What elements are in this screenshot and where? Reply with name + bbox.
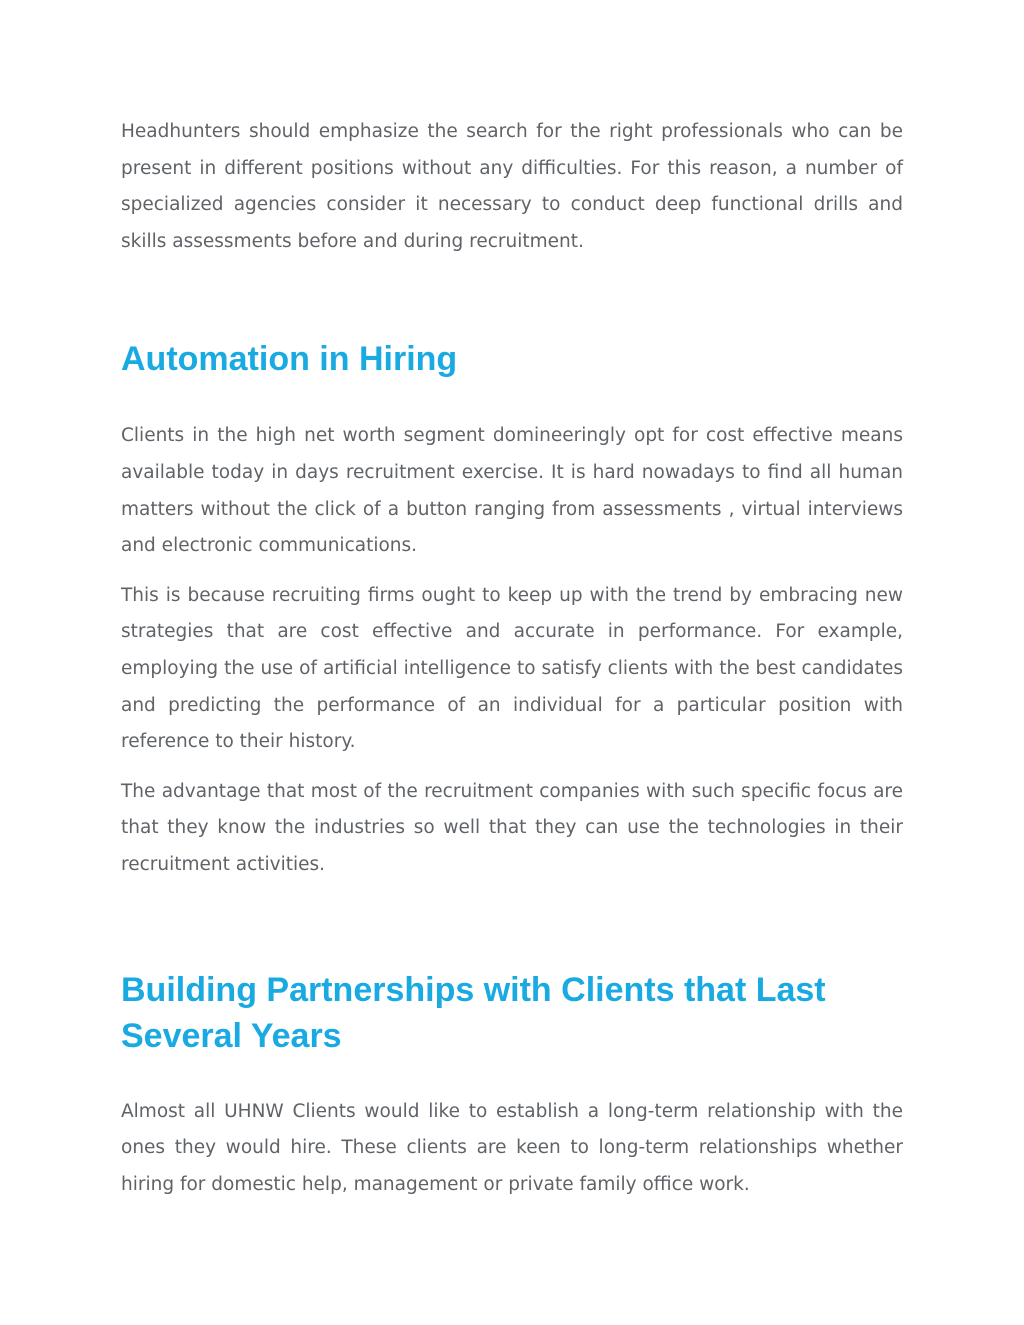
- section-heading-automation: Automation in Hiring: [121, 340, 458, 379]
- intro-paragraph: Headhunters should emphasize the search for the right professionals who can be present in different positions without any difficulties. For this reason, a number of specialized agencies consider it necessary to conduct deep functional drills and skills assessments before and during recruitment.: [121, 121, 903, 252]
- section-heading-partnerships: Building Partnerships with Clients that Last Several Years: [121, 970, 826, 1055]
- document-page: [121, 114, 903, 1203]
- automation-paragraph-2: This is because recruiting firms ought to keep up with the trend by embracing new strategies that are cost effective and accurate in performance. For example, employing the use of artificial intelligence to satisfy clients with the best candidates and predicting the performance of an individual for a particular position with reference to their history.: [121, 584, 903, 753]
- automation-paragraph-1: Clients in the high net worth segment domineeringly opt for cost effective means available today in days recruitment exercise. It is hard nowadays to find all human matters without the click of a button ranging from assessments , virtual interviews and electronic communications.: [121, 425, 903, 557]
- automation-paragraph-3: The advantage that most of the recruitment companies with such specific focus are that they know the industries so well that they can use the technologies in their recruitment activities.: [121, 780, 903, 875]
- partnerships-paragraph: Almost all UHNW Clients would like to establish a long-term relationship with the ones they would hire. These clients are keen to long-term relationships whether hiring for domestic help, management or private family office work.: [121, 1100, 903, 1195]
